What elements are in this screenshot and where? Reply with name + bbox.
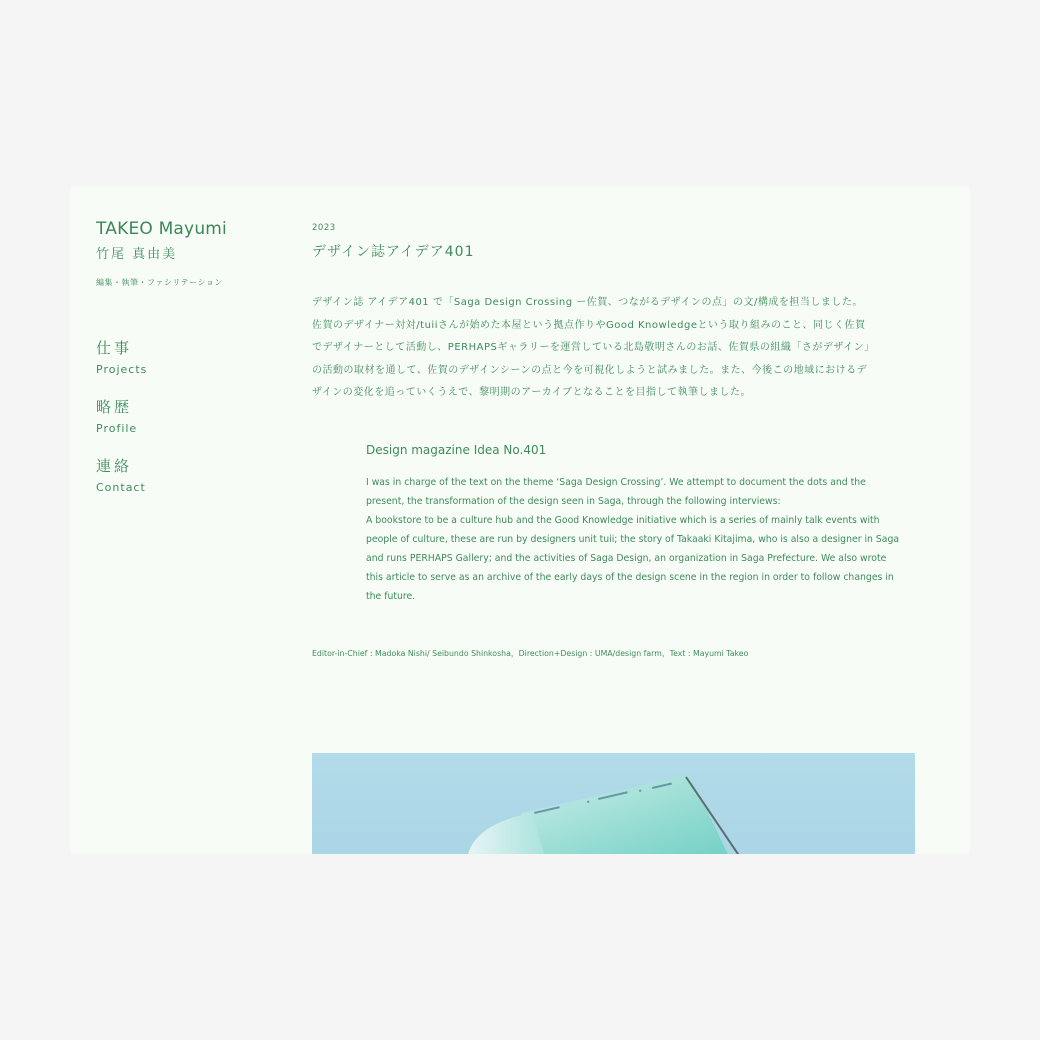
article-body-ja: デザイン誌 アイデア401 で「Saga Design Crossing ー佐賀、つながるデザインの点」の文/構成を担当しました。佐賀のデザイナー対対/tuiiさんが始めた本屋という拠点作りやGood Knowledgeという取り組みのこと、同じく佐賀でデザイナーとして活動し、PERHAPSギャラリーを運営している北島敬明さんのお話、佐賀県の組織「さがデザイン」の活動の取材を通して、佐賀のデザインシーンの点と今を可視化しようと試みました。また、今後この地域におけるデザインの変化を追っていくうえで、黎明期のアーカイブとなることを目指して執筆しました。 — [312, 297, 870, 398]
sidebar — [96, 218, 296, 515]
article-title-en: Design magazine Idea No.401 — [366, 442, 547, 457]
magazine-photo — [312, 753, 915, 854]
article-body-en — [366, 473, 906, 606]
article-title-ja: デザイン誌アイデア401 — [312, 244, 475, 260]
english-summary — [366, 441, 906, 606]
roles-tagline: 編集・執筆・ファシリテーション — [96, 278, 223, 287]
nav-item-contact[interactable] — [96, 456, 296, 495]
nav-label-ja: 仕事 — [96, 339, 133, 357]
main-nav — [96, 338, 296, 495]
nav-label-en: Projects — [96, 363, 148, 376]
article — [312, 222, 900, 660]
nav-label-en: Contact — [96, 481, 146, 494]
nav-label-en: Profile — [96, 422, 138, 435]
magazine-photo-illustration — [312, 753, 915, 854]
article-body-en-intro: I was in charge of the text on the theme ‘Saga Design Crossing’. We attempt to document the dots and the present, the transformation of the design seen in Saga, through the following interviews: — [366, 476, 866, 507]
nav-label-ja: 略歴 — [96, 398, 133, 416]
credits: Editor-in-Chief : Madoka Nishi/ Seibundo Shinkosha，Direction+Design : UMA/design farm，Text : Mayumi Takeo — [312, 648, 749, 658]
nav-label-ja: 連絡 — [96, 457, 133, 475]
nav-item-profile[interactable] — [96, 397, 296, 436]
site-title-ja[interactable]: 竹尾 真由美 — [96, 247, 178, 262]
site-title-en[interactable]: TAKEO Mayumi — [96, 219, 227, 239]
article-year: 2023 — [312, 223, 336, 233]
content-card — [70, 186, 970, 854]
article-body-en-detail: A bookstore to be a culture hub and the Good Knowledge initiative which is a series of mainly talk events with people of culture, these are run by designers unit tuii; the story of Takaaki Kitajima, who is also a designer in Saga and runs PERHAPS Gallery; and the activities of Saga Design, an organization in Saga Prefecture. We also wrote this article to serve as an archive of the early days of the design scene in the region in order to follow changes in the future. — [366, 514, 900, 602]
nav-item-projects[interactable] — [96, 338, 296, 377]
